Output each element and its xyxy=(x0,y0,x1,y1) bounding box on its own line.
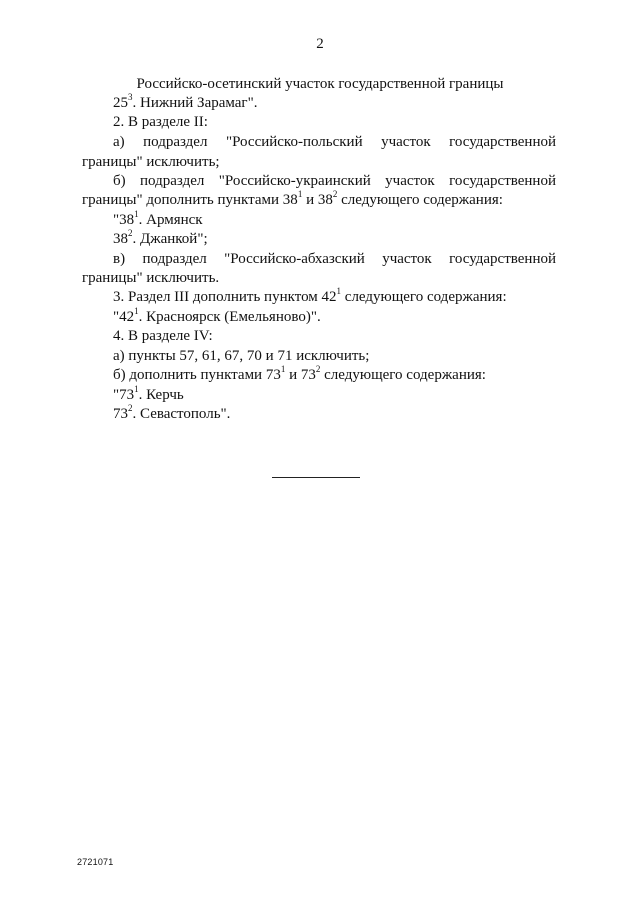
item-number: "38 xyxy=(113,212,135,228)
paragraph-line: 4. В разделе IV: xyxy=(113,328,213,344)
paragraph-line xyxy=(113,288,507,307)
paragraph-line: в) подраздел "Российско-абхазский участок государственной xyxy=(113,251,556,267)
text-run: и 38 xyxy=(302,192,333,208)
text-run: 3. Раздел III дополнить пунктом 42 xyxy=(113,289,337,305)
section-heading xyxy=(0,75,640,94)
superscript: 1 xyxy=(336,286,342,296)
superscript: 2 xyxy=(315,364,321,374)
list-item xyxy=(113,405,230,424)
item-number: "42 xyxy=(113,309,135,325)
item-text: . Нижний Зарамаг". xyxy=(132,95,258,111)
paragraph-line: границы" исключить; xyxy=(82,154,220,170)
closing-rule xyxy=(272,477,360,478)
list-item xyxy=(113,308,321,327)
superscript: 1 xyxy=(297,189,303,199)
page-number: 2 xyxy=(316,36,324,52)
item-text: . Джанкой"; xyxy=(132,231,208,247)
superscript: 2 xyxy=(332,189,338,199)
paragraph-line: б) подраздел "Российско-украинский участок государственной xyxy=(113,173,556,189)
paragraph-line: а) подраздел "Российско-польский участок государственной xyxy=(113,134,556,150)
superscript: 1 xyxy=(134,209,139,219)
list-item xyxy=(113,94,257,113)
list-item xyxy=(113,211,203,230)
item-number: 73 xyxy=(113,406,128,422)
superscript: 1 xyxy=(134,384,139,394)
paragraph-line: 2. В разделе II: xyxy=(113,114,208,130)
text-run: границы" дополнить пунктами 38 xyxy=(82,192,298,208)
superscript: 3 xyxy=(128,92,133,102)
item-number: 38 xyxy=(113,231,128,247)
item-number: 25 xyxy=(113,95,128,111)
list-item xyxy=(113,230,208,249)
section-heading-text: Российско-осетинский участок государственной границы xyxy=(136,76,504,92)
paragraph-line: а) пункты 57, 61, 67, 70 и 71 исключить; xyxy=(113,348,370,364)
paragraph-line xyxy=(82,191,503,210)
text-run: следующего содержания: xyxy=(320,367,486,383)
item-text: . Армянск xyxy=(138,212,203,228)
text-run: следующего содержания: xyxy=(341,289,507,305)
item-text: . Севастополь". xyxy=(132,406,231,422)
text-run: б) дополнить пунктами 73 xyxy=(113,367,281,383)
superscript: 1 xyxy=(134,306,139,316)
list-item xyxy=(113,386,184,405)
text-run: следующего содержания: xyxy=(337,192,503,208)
item-text: . Керчь xyxy=(138,387,184,403)
document-id: 2721071 xyxy=(77,857,114,867)
superscript: 2 xyxy=(128,228,133,238)
superscript: 1 xyxy=(280,364,286,374)
text-run: и 73 xyxy=(285,367,316,383)
paragraph-line xyxy=(113,366,486,385)
superscript: 2 xyxy=(128,403,133,413)
item-number: "73 xyxy=(113,387,135,403)
paragraph-line: границы" исключить. xyxy=(82,270,220,286)
item-text: . Красноярск (Емельяново)". xyxy=(138,309,321,325)
